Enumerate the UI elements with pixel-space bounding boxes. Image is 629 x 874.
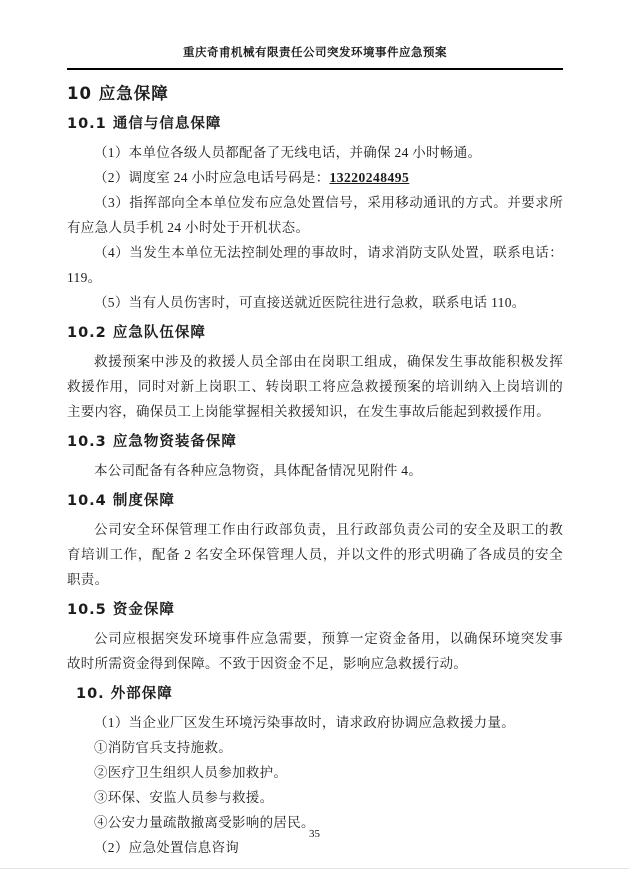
- section-title-10-1: 10.1 通信与信息保障: [67, 116, 222, 132]
- list-item-circled-4: ④公安力量疏散撤离受影响的居民。: [94, 815, 315, 830]
- list-item-circled-1: ①消防官兵支持施救。: [94, 740, 232, 755]
- section-title-10-2: 10.2 应急队伍保障: [67, 325, 206, 341]
- paragraph: 公司应根据突发环境事件应急需要，预算一定资金备用，以确保环境突发事故时所需资金得到保障。不致于因资金不足，影响应急救援行动。: [67, 631, 563, 671]
- section-title-external-support: 10. 外部保障: [76, 686, 173, 702]
- section-title-10-3: 10.3 应急物资装备保障: [67, 434, 237, 450]
- section-title-10-5: 10.5 资金保障: [67, 602, 175, 618]
- paragraph: （2）应急处置信息咨询: [94, 840, 240, 855]
- list-item-circled-3: ③环保、安监人员参与救援。: [94, 790, 274, 805]
- paragraph: （4）当发生本单位无法控制处理的事故时，请求消防支队处置，联系电话：119。: [67, 245, 563, 285]
- page-number: 35: [309, 828, 320, 840]
- paragraph: （1）本单位各级人员都配备了无线电话，并确保 24 小时畅通。: [94, 145, 482, 160]
- paragraph: （5）当有人员伤害时，可直接送就近医院往进行急救，联系电话 110。: [94, 295, 526, 310]
- paragraph: （1）当企业厂区发生环境污染事故时，请求政府协调应急救援力量。: [94, 715, 516, 730]
- chapter-heading: 10 应急保障: [67, 84, 169, 103]
- paragraph: 本公司配备有各种应急物资，具体配备情况见附件 4。: [94, 463, 423, 478]
- page-bottom-edge-divider: [0, 868, 629, 869]
- emergency-phone-number: 13220248495: [329, 170, 410, 185]
- list-item-circled-2: ②医疗卫生组织人员参加救护。: [94, 765, 288, 780]
- section-title-10-4: 10.4 制度保障: [67, 493, 175, 509]
- paragraph-phone-line: [67, 165, 563, 190]
- document-header-title: 重庆奇甫机械有限责任公司突发环境事件应急预案: [67, 46, 563, 70]
- paragraph: 公司安全环保管理工作由行政部负责，且行政部负责公司的安全及职工的教育培训工作，配备 2 名安全环保管理人员，并以文件的形式明确了各成员的安全职责。: [67, 522, 563, 587]
- phone-line-prefix: （2）调度室 24 小时应急电话号码是：: [94, 170, 330, 185]
- paragraph: （3）指挥部向全本单位发布应急处置信号，采用移动通讯的方式。并要求所有应急人员手机 24 小时处于开机状态。: [67, 195, 563, 235]
- paragraph: 救援预案中涉及的救援人员全部由在岗职工组成，确保发生事故能积极发挥救援作用，同时对新上岗职工、转岗职工将应急救援预案的培训纳入上岗培训的主要内容，确保员工上岗能掌握相关救援知识，在发生事故后能起到救援作用。: [67, 354, 563, 419]
